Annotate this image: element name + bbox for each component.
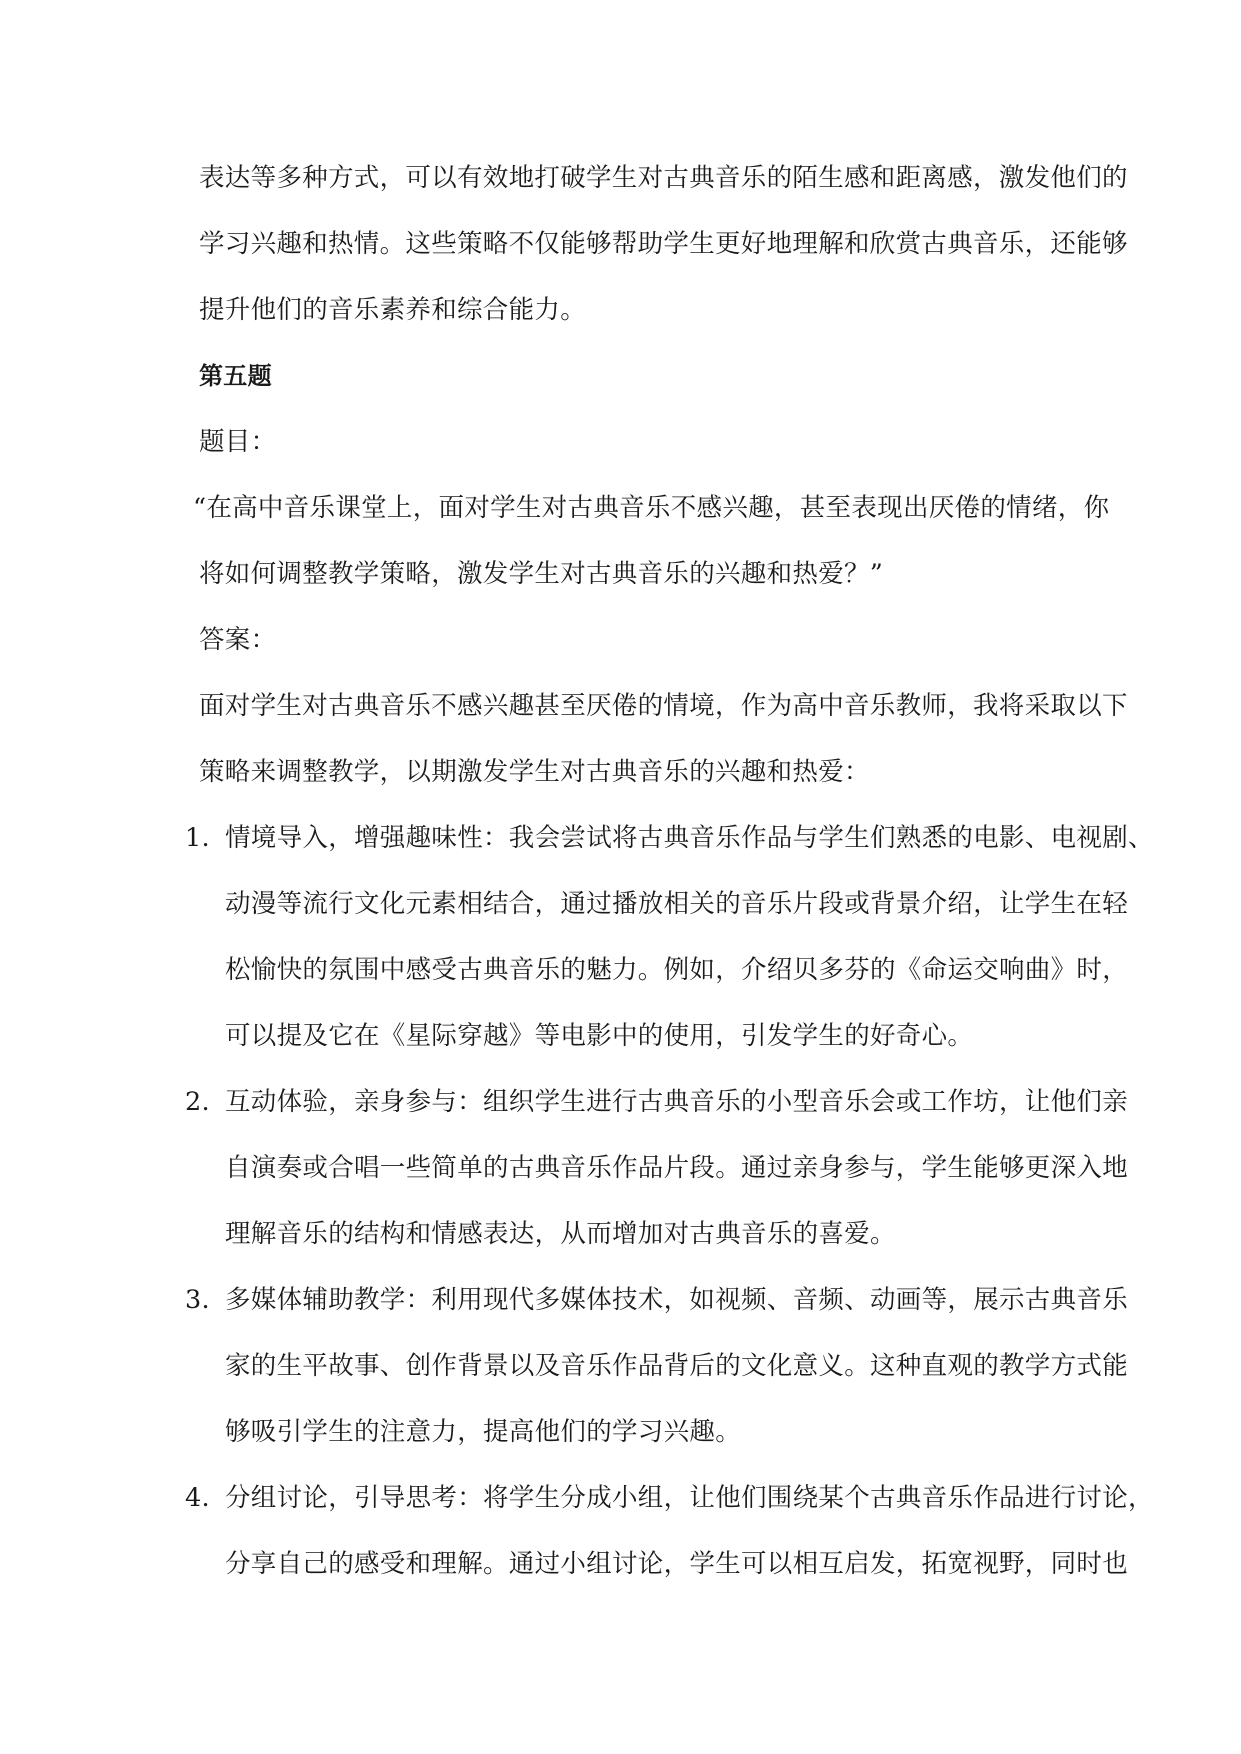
list-number: 4. bbox=[185, 1483, 210, 1513]
answer-label: 答案： bbox=[199, 625, 277, 655]
list-line: 可以提及它在《星际穿越》等电影中的使用，引发学生的好奇心。 bbox=[225, 1021, 974, 1051]
question-line: 将如何调整教学策略，激发学生对古典音乐的兴趣和热爱？” bbox=[199, 559, 884, 589]
list-item bbox=[185, 1267, 1129, 1465]
answer-intro bbox=[199, 673, 1128, 805]
list-line: 动漫等流行文化元素相结合，通过播放相关的音乐片段或背景介绍，让学生在轻 bbox=[225, 889, 1129, 919]
paragraph-line: 表达等多种方式，可以有效地打破学生对古典音乐的陌生感和距离感，激发他们的 bbox=[199, 163, 1128, 193]
strategy-list bbox=[185, 805, 1154, 1597]
answer-line: 策略来调整教学，以期激发学生对古典音乐的兴趣和热爱： bbox=[199, 757, 870, 787]
list-number: 3. bbox=[185, 1285, 210, 1315]
list-line: 互动体验，亲身参与：组织学生进行古典音乐的小型音乐会或工作坊，让他们亲 bbox=[225, 1087, 1129, 1117]
document-page bbox=[185, 145, 1154, 1597]
paragraph-line: 学习兴趣和热情。这些策略不仅能够帮助学生更好地理解和欣赏古典音乐，还能够 bbox=[199, 229, 1128, 259]
paragraph-line: 提升他们的音乐素养和综合能力。 bbox=[199, 295, 587, 325]
list-line: 情境导入，增强趣味性：我会尝试将古典音乐作品与学生们熟悉的电影、电视剧、 bbox=[225, 823, 1154, 853]
question-line: “在高中音乐课堂上，面对学生对古典音乐不感兴趣，甚至表现出厌倦的情绪，你 bbox=[193, 493, 1110, 523]
list-item bbox=[185, 805, 1154, 1069]
intro-paragraph bbox=[199, 145, 1128, 343]
list-line: 多媒体辅助教学：利用现代多媒体技术，如视频、音频、动画等，展示古典音乐 bbox=[225, 1285, 1129, 1315]
list-line: 理解音乐的结构和情感表达，从而增加对古典音乐的喜爱。 bbox=[225, 1219, 896, 1249]
answer-line: 面对学生对古典音乐不感兴趣甚至厌倦的情境，作为高中音乐教师，我将采取以下 bbox=[199, 691, 1128, 721]
section-title: 第五题 bbox=[199, 362, 272, 390]
list-line: 分组讨论，引导思考：将学生分成小组，让他们围绕某个古典音乐作品进行讨论， bbox=[225, 1483, 1154, 1513]
list-line: 分享自己的感受和理解。通过小组讨论，学生可以相互启发，拓宽视野，同时也 bbox=[225, 1549, 1129, 1579]
list-item bbox=[185, 1069, 1129, 1267]
question-text bbox=[193, 475, 1110, 607]
list-line: 松愉快的氛围中感受古典音乐的魅力。例如，介绍贝多芬的《命运交响曲》时， bbox=[225, 955, 1129, 985]
list-line: 够吸引学生的注意力，提高他们的学习兴趣。 bbox=[225, 1417, 742, 1447]
list-number: 2. bbox=[185, 1087, 210, 1117]
list-line: 自演奏或合唱一些简单的古典音乐作品片段。通过亲身参与，学生能够更深入地 bbox=[225, 1153, 1129, 1183]
list-item bbox=[185, 1465, 1154, 1597]
list-number: 1. bbox=[185, 823, 210, 853]
list-line: 家的生平故事、创作背景以及音乐作品背后的文化意义。这种直观的教学方式能 bbox=[225, 1351, 1129, 1381]
question-label: 题目： bbox=[199, 427, 277, 457]
